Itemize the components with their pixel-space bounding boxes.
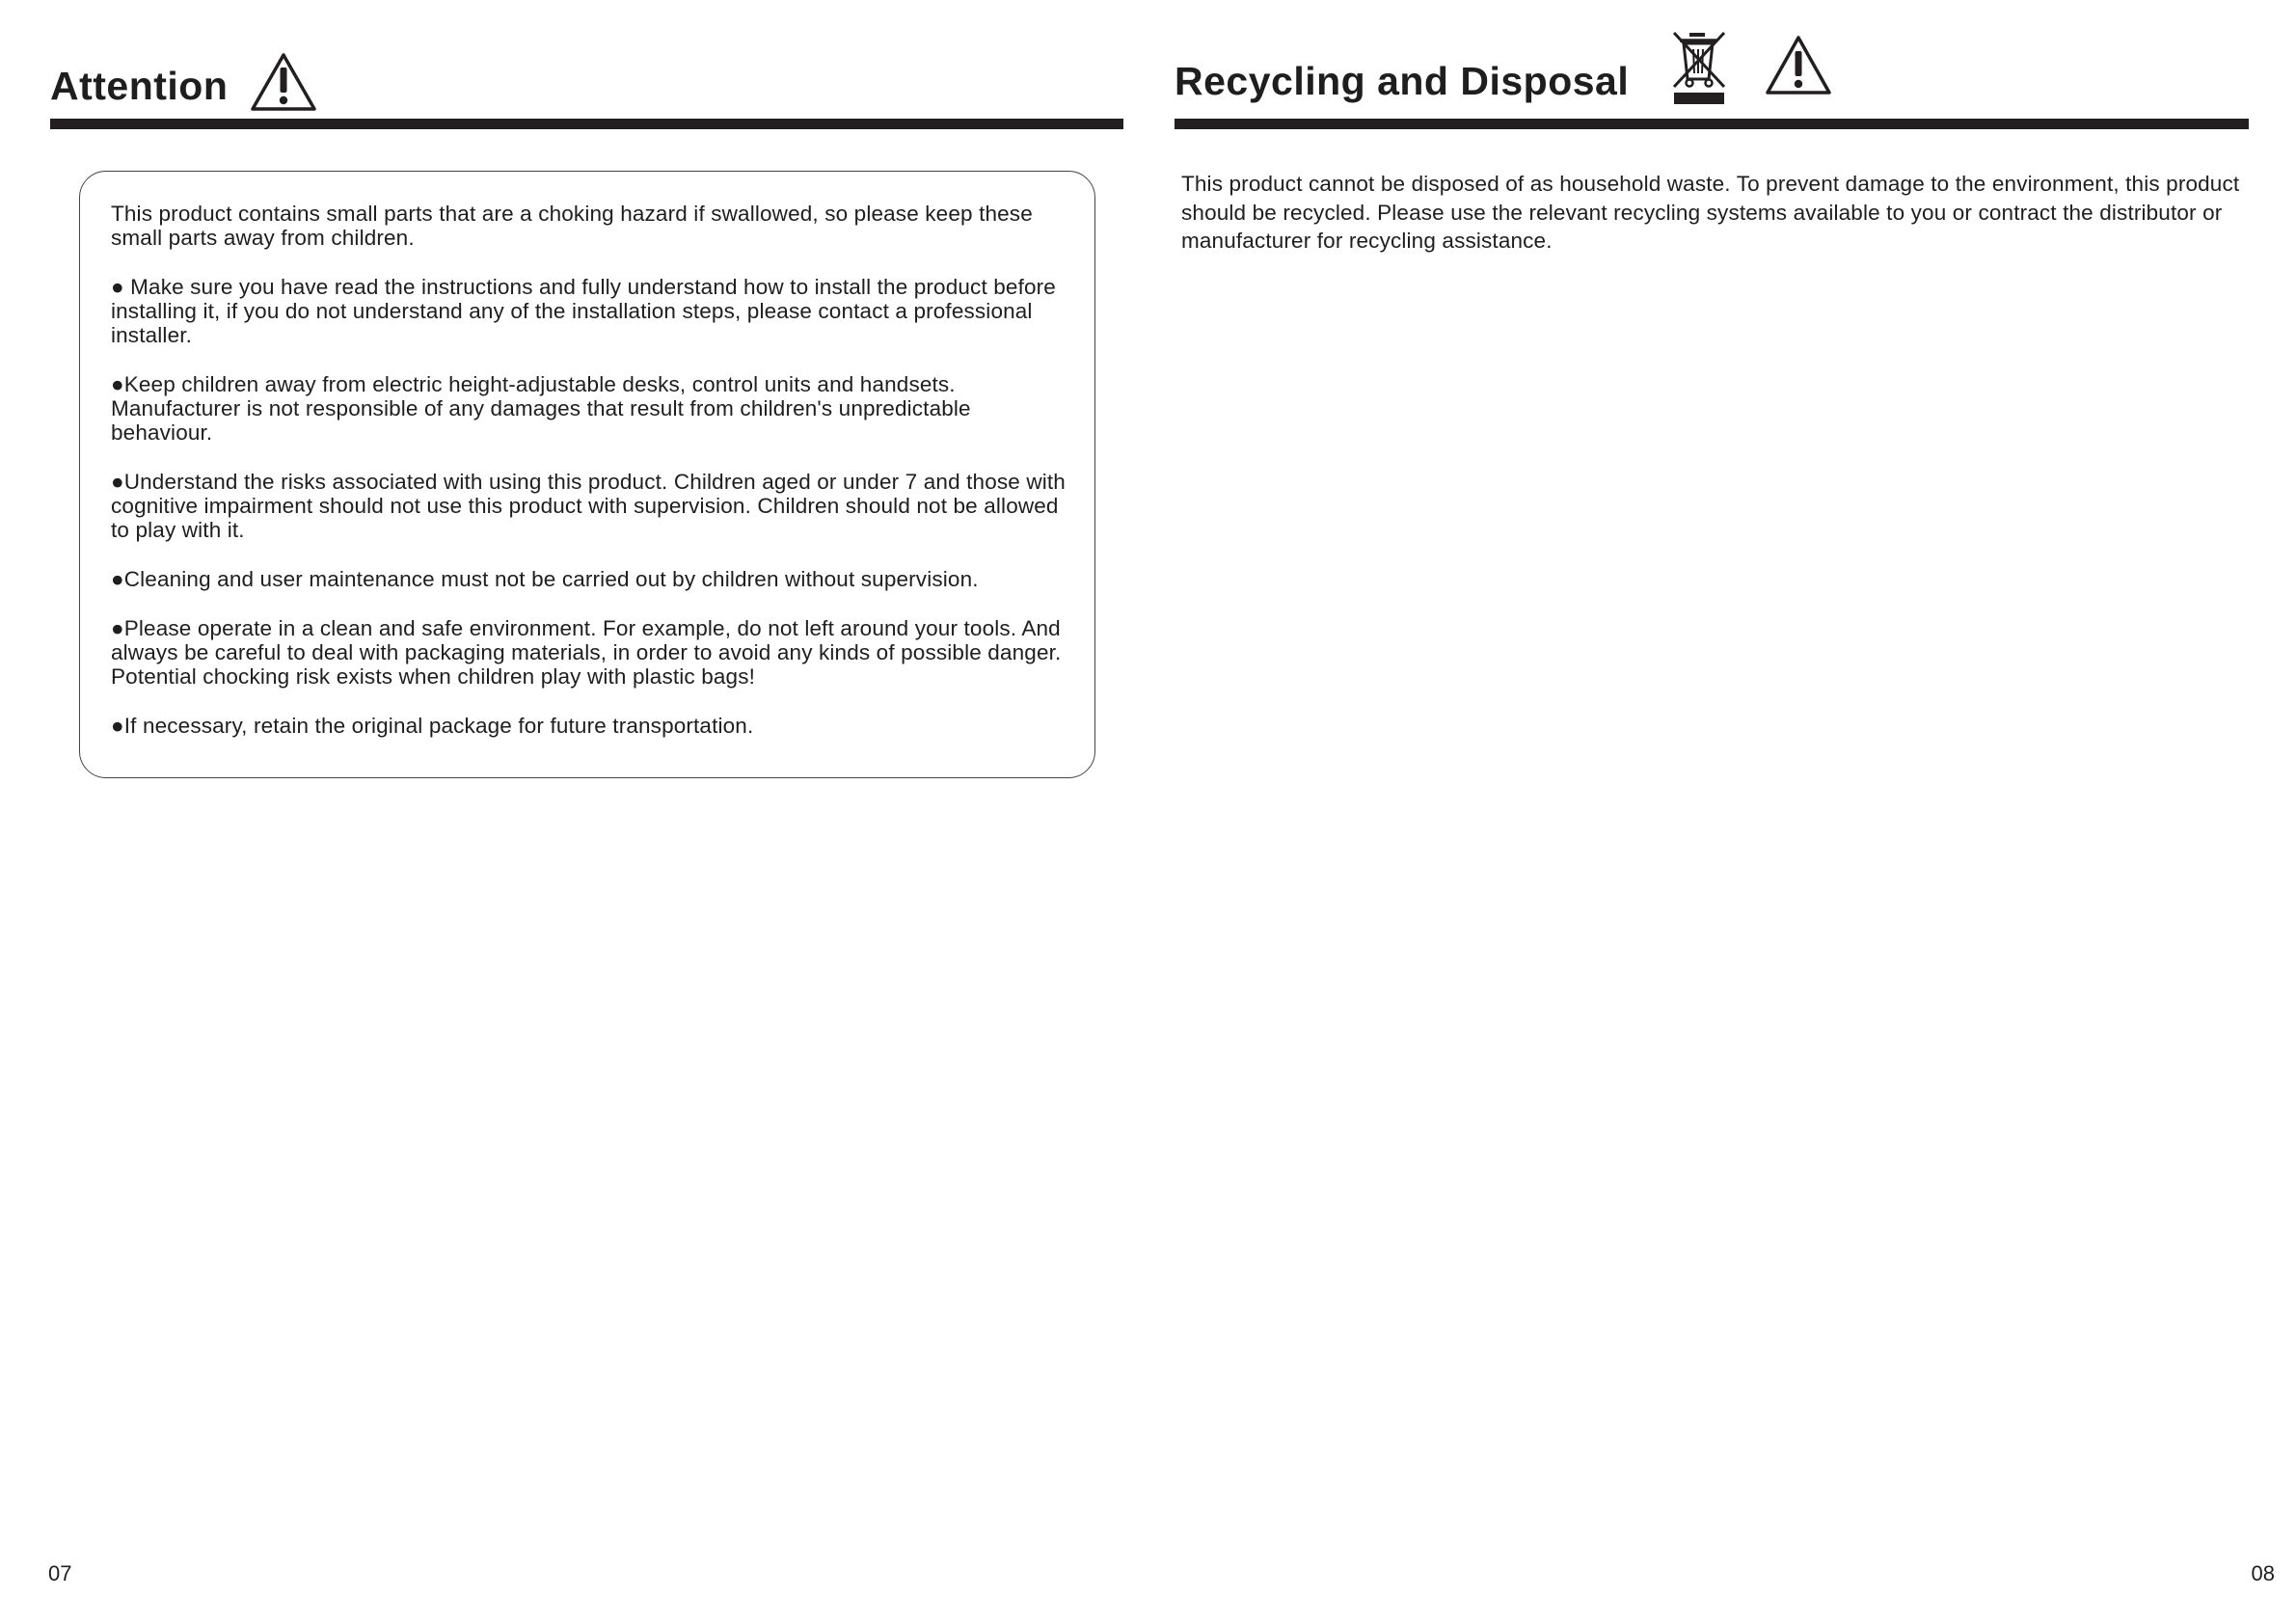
attention-box [79,171,1095,778]
recycling-text: This product cannot be disposed of as household waste. To prevent damage to the environment, this product should be recycled. Please use the relevant recycling systems available to you or contract the distributor or manufacturer for recycling assistance. [1181,172,2240,253]
attention-paragraph: This product contains small parts that are a choking hazard if swallowed, so please keep these small parts away from children. [111,202,1033,250]
page-number-left: 07 [48,1561,72,1585]
warning-triangle-icon [250,52,317,113]
crossed-out-wheelie-bin-icon [1670,29,1728,106]
attention-paragraph: ●Cleaning and user maintenance must not be carried out by children without supervision. [111,567,979,591]
attention-heading: Attention [50,64,229,108]
attention-paragraph: ● Make sure you have read the instructions and fully understand how to install the product before installing it, if you do not understand any of the installation steps, please contact a professional installer. [111,275,1056,347]
page-number-right: 08 [2251,1561,2275,1585]
warning-triangle-icon [1765,35,1832,96]
attention-rule [50,119,1123,129]
recycling-heading: Recycling and Disposal [1175,59,1630,103]
recycling-rule [1175,119,2249,129]
page-right [1148,0,2296,1624]
attention-paragraph: ●Understand the risks associated with using this product. Children aged or under 7 and those with cognitive impairment should not use this product with supervision. Children should not be allowed to play with it. [111,470,1066,542]
attention-paragraph: ●Keep children away from electric height-adjustable desks, control units and handsets. Manufacturer is not responsible of any damages that result from children's unpredictable behaviour. [111,372,971,445]
attention-paragraph: ●If necessary, retain the original package for future transportation. [111,714,754,738]
attention-paragraph: ●Please operate in a clean and safe environment. For example, do not left around your tools. And always be careful to deal with packaging materials, in order to avoid any kinds of possible danger. Potential chocking risk exists when children play with plastic bags! [111,616,1062,689]
